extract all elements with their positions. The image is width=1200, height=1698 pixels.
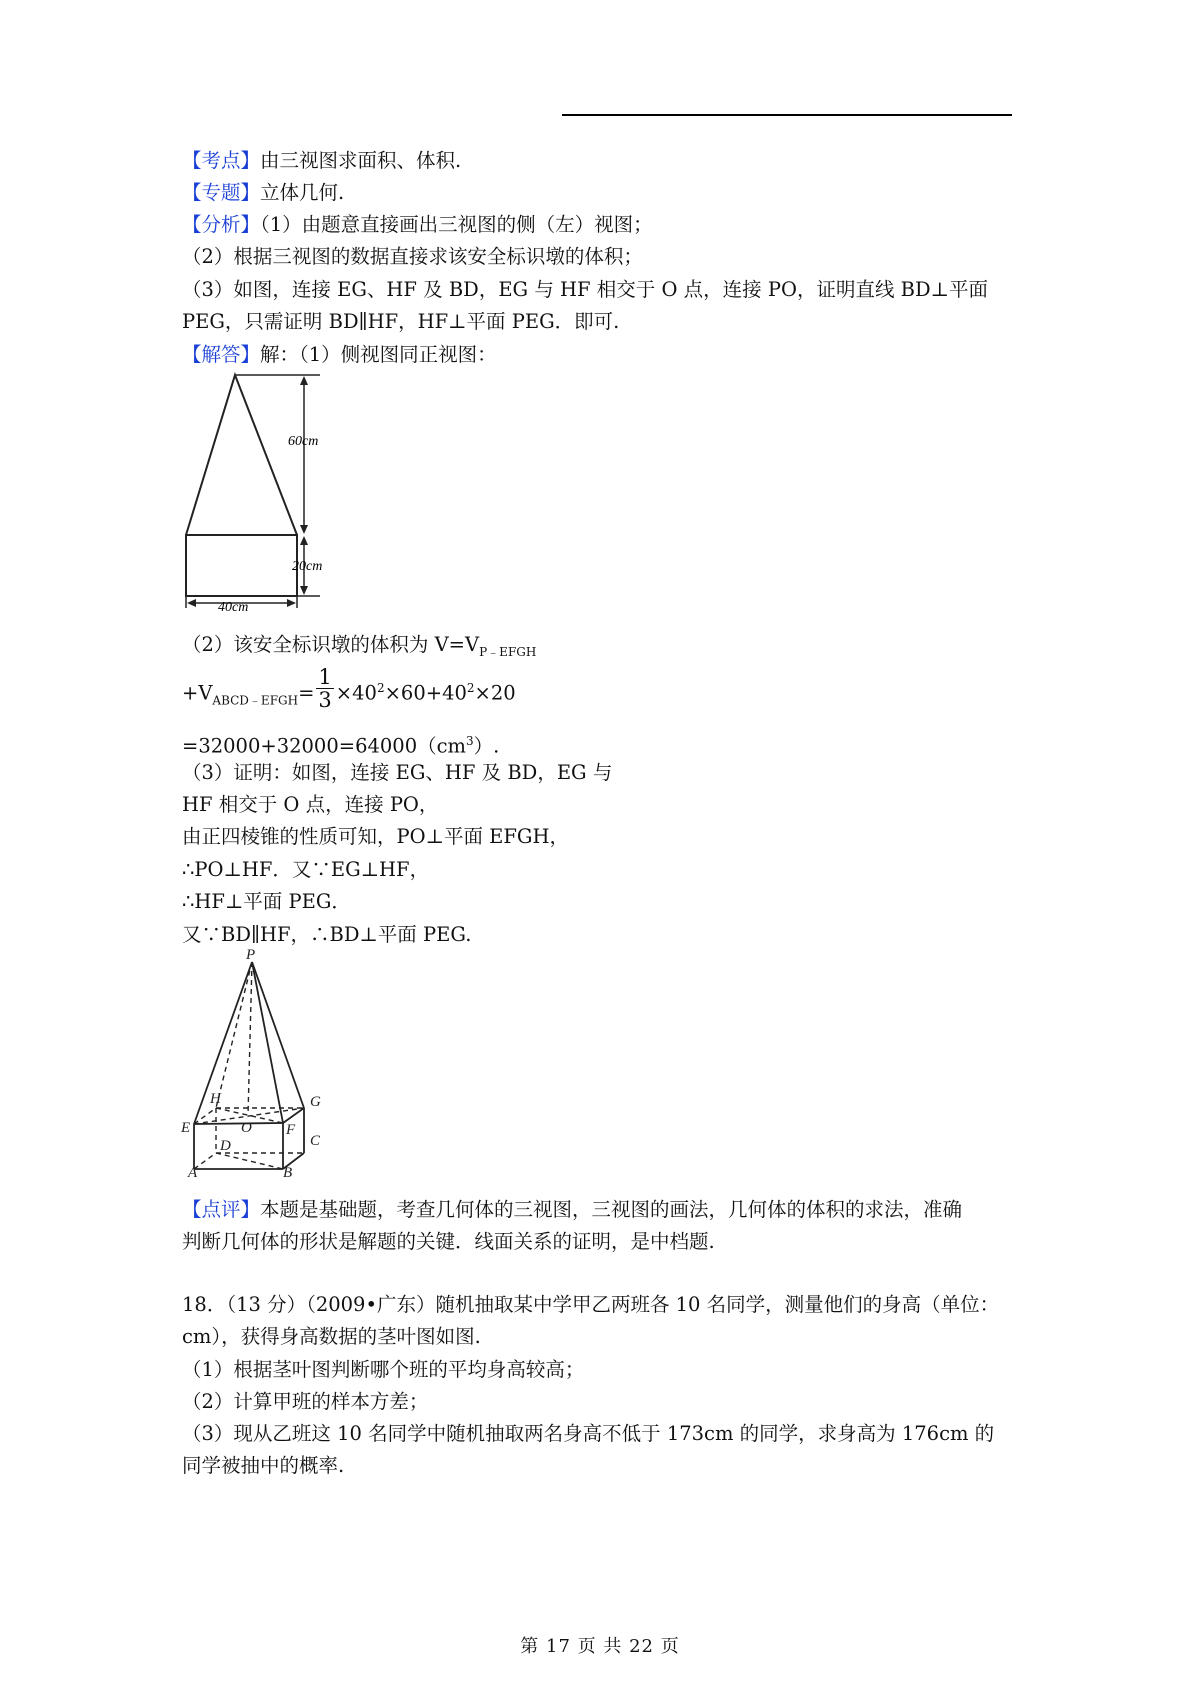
- part3-line-6: 又∵BD∥HF，∴BD⊥平面 PEG.: [182, 923, 472, 946]
- problem18-line-6: 同学被抽中的概率.: [182, 1454, 345, 1477]
- label-G: G: [310, 1094, 321, 1110]
- part2-result: =32000+32000=64000（cm: [182, 734, 467, 758]
- side-view-base-rect: [186, 535, 297, 596]
- analysis-line-3: （3）如图，连接 EG、HF 及 BD，EG 与 HF 相交于 O 点，连接 PO，证明直线 BD⊥平面: [182, 278, 988, 301]
- part2-sub-prism: ABCD﹣EFGH: [212, 693, 299, 708]
- part3-line-3: 由正四棱锥的性质可知，PO⊥平面 EFGH，: [182, 825, 569, 848]
- label-D: D: [220, 1138, 231, 1154]
- fraction-numerator: 1: [318, 664, 332, 689]
- label-A: A: [188, 1165, 198, 1178]
- pyramid-figure: [180, 948, 340, 1178]
- label-C: C: [310, 1133, 321, 1149]
- knowledge-tag: 【考点】: [182, 149, 261, 172]
- part2-term-a: ×40: [335, 681, 377, 705]
- solution-intro: [182, 342, 1022, 368]
- comment-tag: 【点评】: [182, 1198, 261, 1221]
- part2-plus-v: +V: [182, 681, 213, 705]
- part3-line-4: ∴PO⊥HF．又∵EG⊥HF，: [182, 858, 430, 881]
- part3-line-1: （3）证明：如图，连接 EG、HF 及 BD，EG 与: [182, 761, 613, 784]
- part2-line-3: [182, 728, 1022, 760]
- part2-equals: =: [298, 681, 315, 705]
- topic-tag: 【专题】: [182, 181, 261, 204]
- part2-line-1: [182, 632, 1022, 665]
- solution-intro-text: 解：（1）侧视图同正视图：: [260, 343, 497, 366]
- analysis-line-4: PEG，只需证明 BD∥HF，HF⊥平面 PEG．即可.: [182, 310, 620, 333]
- dim-label-bottom: 20cm: [292, 559, 323, 574]
- fraction-denominator: 3: [318, 687, 332, 712]
- label-F: F: [286, 1122, 296, 1138]
- side-view-figure: [180, 372, 340, 612]
- knowledge-text: 由三视图求面积、体积.: [260, 149, 462, 172]
- comment-line-2: 判断几何体的形状是解题的关键．线面关系的证明，是中档题.: [182, 1230, 715, 1253]
- analysis-tag: 【分析】: [182, 213, 261, 236]
- side-view-triangle: [186, 375, 297, 535]
- problem18-line-3: （1）根据茎叶图判断哪个班的平均身高较高；: [182, 1358, 585, 1381]
- part2-result-end: ）.: [473, 734, 500, 758]
- header-rule: [562, 114, 1012, 116]
- problem18-line-5: （3）现从乙班这 10 名同学中随机抽取两名身高不低于 173cm 的同学，求身高为 176cm 的: [182, 1422, 995, 1445]
- solution-tag: 【解答】: [182, 343, 261, 366]
- problem18-line-2: cm），获得身高数据的茎叶图如图.: [182, 1325, 481, 1348]
- exponent-2b: 2: [466, 681, 475, 695]
- knowledge-point: [182, 148, 1022, 174]
- part2-term-c: ×20: [474, 681, 516, 705]
- comment-text: 本题是基础题，考查几何体的三视图，三视图的画法，几何体的体积的求法，准确: [260, 1198, 963, 1221]
- exponent-2a: 2: [376, 681, 385, 695]
- dim-label-width: 40cm: [218, 600, 249, 612]
- dim-label-top: 60cm: [288, 434, 319, 449]
- part3-line-5: ∴HF⊥平面 PEG．: [182, 890, 351, 913]
- topic-text: 立体几何.: [260, 181, 345, 204]
- problem18-line-1: 18．（13 分）（2009•广东）随机抽取某中学甲乙两班各 10 名同学，测量他们的身高（单位：: [182, 1293, 1000, 1316]
- part2-sub-pyramid: P﹣EFGH: [479, 644, 537, 659]
- fraction-one-third: [316, 666, 333, 711]
- part2-term-b: ×60+40: [384, 681, 467, 705]
- part2-volume-prefix: （2）该安全标识墩的体积为 V=V: [182, 633, 480, 656]
- analysis-line-2: （2）根据三视图的数据直接求该安全标识墩的体积；: [182, 245, 643, 268]
- label-E: E: [181, 1120, 191, 1136]
- analysis-line-1: [182, 212, 1022, 238]
- part2-line-2: [182, 664, 1022, 720]
- analysis-text: （1）由题意直接画出三视图的侧（左）视图；: [260, 213, 653, 236]
- exponent-3: 3: [466, 734, 474, 748]
- page-footer: 第 17 页 共 22 页: [520, 1636, 680, 1657]
- part3-line-2: HF 相交于 O 点，连接 PO，: [182, 793, 439, 816]
- topic: [182, 180, 1022, 206]
- comment-line-1: [182, 1197, 1022, 1223]
- problem18-line-4: （2）计算甲班的样本方差；: [182, 1390, 429, 1413]
- label-O: O: [241, 1120, 252, 1136]
- label-B: B: [283, 1165, 293, 1178]
- label-P: P: [246, 948, 256, 963]
- label-H: H: [210, 1091, 221, 1107]
